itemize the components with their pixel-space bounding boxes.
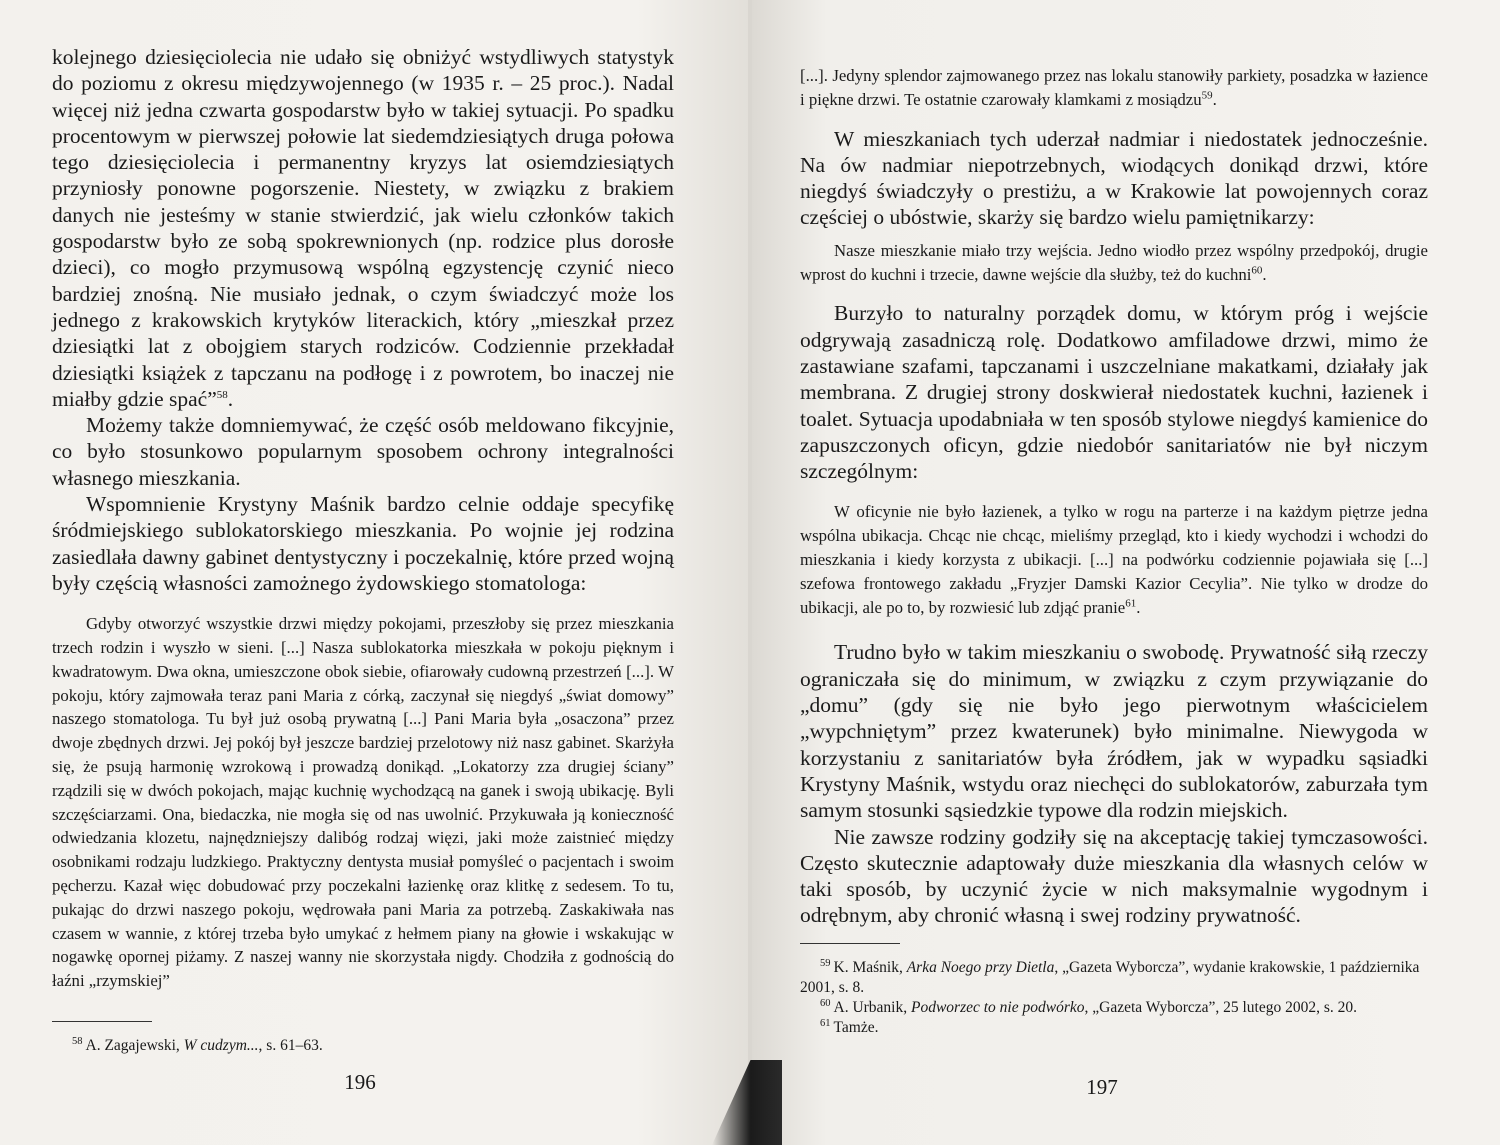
paragraph-text: kolejnego dziesięciolecia nie udało się obniżyć wstydliwych statystyk do poziomu z okresu międzywojennego (w 1935 r. – 25 proc.). Nadal więcej niż jedna czwarta gospodarstw było w takiej sytuacji. Po spadku procentowym w pierwszej połowie lat siedemdziesiątych druga połowa tego dziesięciolecia i permanentny kryzys lat osiemdziesiątych przyniosły ponowne pogorszenie. Niestety, w związku z brakiem danych nie jesteśmy w stanie stwierdzić, jak wielu członków takich gospodarstw było ze sobą spokrewnionych (np. rodzice plus dorosłe dzieci), co mogło przymusową wspólną egzystencję czynić nieco bardziej znośną. Nie musiało jednak, o czym świadczyć może los jednego z krakowskich krytyków literackich, który „mieszkał przez dziesiątki lat z obojgiem starych rodziców. Codziennie przekładał dziesiątki książek z tapczanu na podłogę i z powrotem, bo inaczej nie miałby gdzie spać” <box>52 45 674 411</box>
footnote-author: A. Urbanik, <box>833 998 911 1016</box>
page-number: 197 <box>1086 1075 1118 1099</box>
block-quote <box>800 500 1428 619</box>
paragraph: Nie zawsze rodziny godziły się na akceptację takiej tymczasowości. Często skutecznie adaptowały duże mieszkania dla własnych celów w taki sposób, by uczynić życie w nich maksymalnie wygodnym i odrębnym, aby chronić własną i swej rodziny prywatność. <box>800 824 1428 928</box>
footnote-rest: , „Gazeta Wyborcza”, 25 lutego 2002, s. 20. <box>1084 998 1358 1016</box>
footnote-rule <box>800 943 900 944</box>
page-number: 196 <box>344 1070 376 1094</box>
paragraph: Trudno było w takim mieszkaniu o swobodę. Prywatność siłą rzeczy ograniczała się do minimum, w związku z czym przywiązanie do „domu” (gdy się nie było jego pierwotnym właścicielem „wypchniętym” przez kwaterunek) było minimalne. Niewygoda w korzystaniu z sanitariatów była źródłem, jak w wypadku sąsiadki Krystyny Maśnik, wstydu oraz niechęci do sublokatorów, zaburzała tym samym stosunki sąsiedzkie typowe dla rodzin miejskich. <box>800 640 1428 823</box>
quote-end: . <box>1262 264 1267 284</box>
quote-text: W oficynie nie było łazienek, a tylko w rogu na parterze i na każdym piętrze jedna wspólna ubikacja. Chcąc nie chcąc, mieliśmy przegląd, kto i kiedy wychodzi i wchodzi do mieszkania i kiedy korzysta z ubikacji. [...] na podwórku codziennie pojawiała się [...] szefowa frontowego zakładu „Fryzjer Damski Kazior Cecylia”. Nie tylko w drodze do ubikacji, ale po to, by rozwiesić lub zdjąć pranie <box>800 502 1428 617</box>
quote-end: . <box>1136 597 1141 617</box>
paragraph <box>52 44 674 412</box>
footnote-author: K. Maśnik, <box>833 958 907 976</box>
footnote-number: 60 <box>820 997 831 1009</box>
footnote-ref: 59 <box>1201 89 1213 102</box>
footnote-number: 61 <box>820 1017 831 1029</box>
footnote-author: A. Zagajewski, <box>85 1036 184 1054</box>
block-quote: Gdyby otworzyć wszystkie drzwi między pokojami, przeszłoby się przez mieszkania trzech rodzin i wyszło w sieni. [...] Nasza sublokatorka mieszkała w pokoju pięknym i kwadratowym. Dwa okna, umieszczone obok siebie, ofiarowały cudowną przestrzeń [...]. W pokoju, który zajmowała teraz pani Maria z córką, zaczynał się niegdyś „świat domowy” naszego stomatologa. Tu był już osobą prywatną [...] Pani Maria była „osaczona” przez dwoje zbędnych drzwi. Jej pokój był jeszcze bardziej przelotowy niż nasz gabinet. Skarżyła się, że psują harmonię wzrokową i prowadzą donikąd. „Lokatorzy zza drugiej ściany” rządzili się w dwóch pokojach, mając kuchnię wychodzącą na ganek i swoją ubikację. Byli szczęściarzami. Ona, biedaczka, nie mogła się od nas uwolnić. Przykuwała ją konieczność odwiedzania klozetu, najnędzniejszy dalibóg rodzaj więzi, jaki może zaistnieć między osobnikami rodzaju ludzkiego. Praktyczny dentysta musiał pomyśleć o pacjentach i swoim pęcherzu. Kazał więc dobudować przy poczekalni łazienkę oraz klitkę z sedesem. To tu, pukając do drzwi naszego pokoju, wędrowała pani Maria za potrzebą. Zaskakiwała nas czasem w wannie, z której trzeba było umykać z hełmem piany na głowie i wskakując w nogawkę opornej piżamy. Z naszej wanny nie skorzystała nigdy. Chodziła z godnością do łaźni „rzymskiej” <box>52 614 674 991</box>
footnote-title: Podworzec to nie podwórko <box>911 998 1085 1016</box>
footnote-number: 59 <box>820 957 831 969</box>
footnote <box>800 998 1428 1018</box>
footnote <box>800 958 1428 998</box>
footnote-rest: , s. 61–63. <box>258 1036 323 1054</box>
paragraph: Wspomnienie Krystyny Maśnik bardzo celnie oddaje specyfikę śródmiejskiego sublokatorskiego mieszkania. Po wojnie jej rodzina zasiedlała dawny gabinet dentystyczny i poczekalnię, które przed wojną były częścią własności zamożnego żydowskiego stomatologa: <box>52 492 674 595</box>
quote-end: . <box>1212 89 1217 109</box>
footnote-author: Tamże. <box>833 1018 879 1036</box>
footnote-ref: 58 <box>216 388 228 401</box>
left-page-content <box>52 44 674 1056</box>
paragraph: Możemy także domniemywać, że część osób meldowano fikcyjnie, co było stosunkowo popularnym sposobem ochrony integralności własnego mieszkania. <box>52 413 674 490</box>
footnote-rule <box>52 1021 152 1022</box>
footnote-ref: 60 <box>1251 263 1263 276</box>
paragraph-end: . <box>227 386 234 411</box>
block-quote <box>800 239 1428 287</box>
paragraph: W mieszkaniach tych uderzał nadmiar i niedostatek jednocześnie. Na ów nadmiar niepotrzebnych, wiodących donikąd drzwi, które niegdyś świadczyły o prestiżu, a w Krakowie lat powojennych coraz częściej o ubóstwie, skarży się bardzo wielu pamiętnikarzy: <box>800 126 1428 230</box>
right-page-content <box>800 64 1428 1038</box>
quote-text: Nasze mieszkanie miało trzy wejścia. Jedno wiodło przez wspólny przedpokój, drugie wprost do kuchni i trzecie, dawne wejście dla służby, też do kuchni <box>800 240 1428 284</box>
footnote <box>800 1018 1428 1038</box>
footnote-ref: 61 <box>1125 597 1137 610</box>
footnote <box>52 1036 674 1056</box>
paragraph: Burzyło to naturalny porządek domu, w którym próg i wejście odgrywają zasadniczą rolę. Dodatkowo amfiladowe drzwi, mimo że zastawiane szafami, tapczanami i uszczelniane makatkami, działały jak membrana. Z drugiej strony doskwierał niedostatek kuchni, łazienek i toalet. Sytuacja upodabniała w ten sposób stylowe niegdyś kamienice do zapuszczonych oficyn, gdzie niedobór sanitariatów nie był niczym szczególnym: <box>800 301 1428 484</box>
block-quote <box>800 64 1428 112</box>
quote-text: [...]. Jedyny splendor zajmowanego przez nas lokalu stanowiły parkiety, posadzka w łazience i piękne drzwi. Te ostatnie czarowały klamkami z mosiądzu <box>800 66 1428 109</box>
right-page <box>752 0 1500 1145</box>
footnote-rest: , „Gazeta Wyborcza”, wydanie krakowskie, 1 października 2001, s. 8. <box>800 958 1420 996</box>
left-page <box>0 0 748 1145</box>
footnote-title: Arka Noego przy Dietla <box>906 958 1055 976</box>
footnote-number: 58 <box>72 1035 83 1047</box>
footnote-title: W cudzym... <box>183 1036 259 1054</box>
